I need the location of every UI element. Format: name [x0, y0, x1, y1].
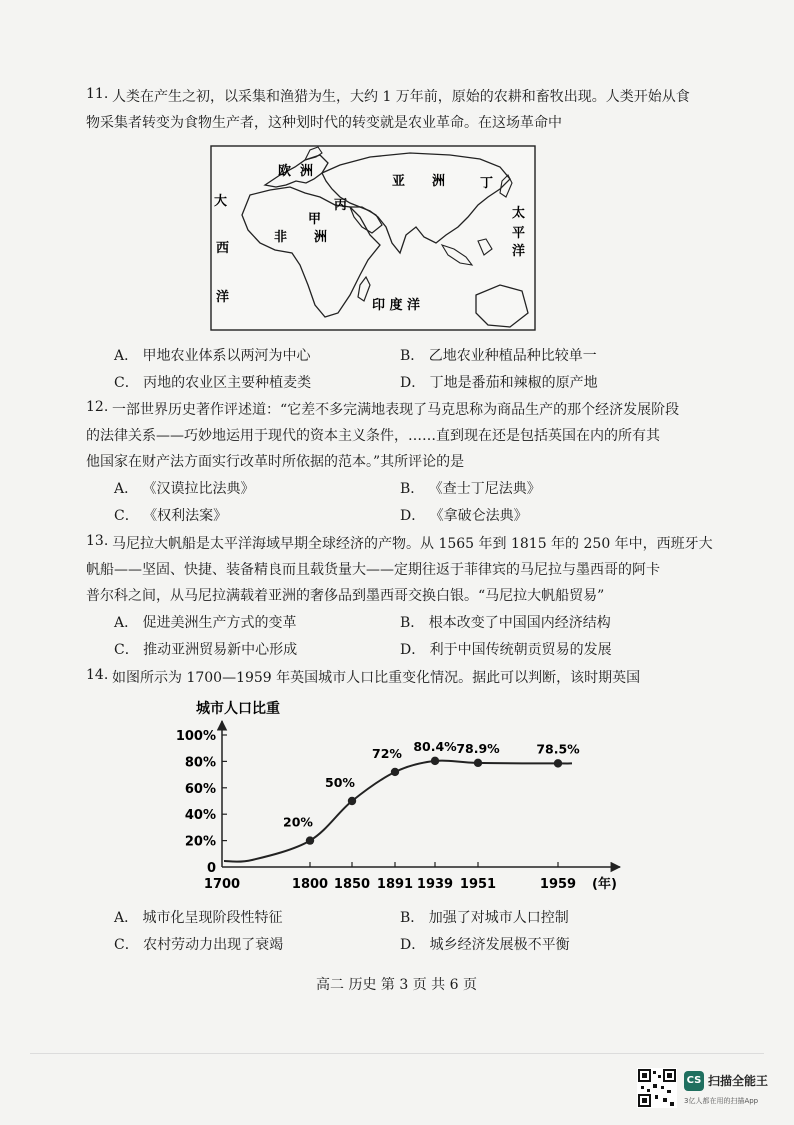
data-label: 80.4%	[413, 738, 457, 754]
map-label-asia-1: 亚	[392, 174, 406, 189]
question-12-option-d: D． 《拿破仑法典》	[400, 508, 528, 524]
map-label-pacific-1: 太	[512, 206, 526, 221]
question-13-text-line3: 普尔科之间，从马尼拉满载着亚洲的奢侈品到墨西哥交换白银。“马尼拉大帆船贸易”	[86, 588, 605, 604]
map-label-europe-1: 欧	[278, 164, 292, 179]
data-label: 78.5%	[536, 741, 580, 757]
footer-divider	[30, 1053, 764, 1054]
question-14-option-a: A． 城市化呈现阶段性特征	[114, 910, 283, 926]
question-11-number: 11.	[86, 86, 109, 102]
urban-population-chart	[175, 695, 640, 895]
map-label-bing: 丙	[334, 198, 348, 213]
question-11-text-line2: 物采集者转变为食物生产者，这种划时代的转变就是农业革命。在这场革命中	[86, 115, 562, 131]
question-13-option-d: D． 利于中国传统朝贡贸易的发展	[400, 642, 612, 658]
qr-code-icon	[637, 1068, 677, 1108]
camscanner-app-tagline: 3亿人都在用的扫描App	[684, 1097, 759, 1105]
map-label-pacific-3: 洋	[512, 244, 526, 259]
question-12-option-c: C． 《权利法案》	[114, 508, 228, 524]
data-point	[391, 768, 399, 776]
question-13-text-line1: 马尼拉大帆船是太平洋海域早期全球经济的产物。从 1565 年到 1815 年的 250 年中，西班牙大	[112, 536, 713, 552]
world-map	[210, 145, 536, 331]
map-label-atlantic-2: 西	[216, 241, 230, 256]
map-label-indian-ocean: 印 度 洋	[372, 298, 421, 313]
x-tick-label: 1700	[203, 877, 241, 892]
data-point	[554, 759, 562, 767]
question-14-option-b: B． 加强了对城市人口控制	[400, 910, 569, 926]
question-14-text-line1: 如图所示为 1700—1959 年英国城市人口比重变化情况。据此可以判断，该时期英国	[112, 670, 641, 686]
map-label-asia-2: 洲	[432, 174, 446, 189]
x-tick-label: 1850	[333, 877, 371, 892]
map-label-pacific-2: 平	[512, 226, 526, 241]
question-11-option-a: A． 甲地农业体系以两河为中心	[114, 348, 311, 364]
data-label: 72%	[372, 745, 402, 761]
series-line	[224, 760, 572, 861]
question-13-number: 13.	[86, 533, 109, 549]
data-point	[431, 757, 439, 765]
map-label-africa-2: 洲	[314, 230, 328, 245]
question-14-number: 14.	[86, 667, 109, 683]
question-13-option-a: A． 促进美洲生产方式的变革	[114, 615, 297, 631]
y-tick-label: 60%	[184, 781, 216, 797]
map-label-ding: 丁	[480, 176, 494, 191]
x-tick-label: 1939	[416, 877, 454, 892]
question-11-option-d: D． 丁地是番茄和辣椒的原产地	[400, 375, 598, 391]
question-11-option-c: C． 丙地的农业区主要种植麦类	[114, 375, 312, 391]
y-tick-label: 20%	[184, 834, 216, 850]
y-tick-label: 100%	[175, 729, 216, 744]
question-11-option-b: B． 乙地农业种植品种比较单一	[400, 348, 597, 364]
camscanner-logo-icon: CS	[684, 1071, 704, 1091]
camscanner-app-name: 扫描全能王	[708, 1074, 769, 1088]
x-tick-label: 1959	[539, 877, 577, 892]
data-point	[474, 759, 482, 767]
map-label-africa-1: 非	[274, 230, 288, 245]
data-label: 20%	[283, 814, 313, 830]
question-11-text-line1: 人类在产生之初，以采集和渔猎为生，大约 1 万年前，原始的农耕和畜牧出现。人类开始从食	[112, 89, 690, 105]
y-tick-label: 0	[206, 861, 216, 876]
map-label-europe-2: 洲	[300, 164, 314, 179]
y-tick-label: 80%	[184, 755, 216, 771]
question-12-number: 12.	[86, 399, 109, 415]
question-13-option-c: C． 推动亚洲贸易新中心形成	[114, 642, 298, 658]
x-tick-label: 1891	[376, 877, 414, 892]
map-label-atlantic-3: 洋	[216, 290, 230, 305]
map-label-atlantic-1: 大	[214, 194, 228, 209]
question-12-text-line1: 一部世界历史著作评述道：“它差不多完满地表现了马克思称为商品生产的那个经济发展阶段	[112, 402, 680, 418]
x-tick-label: 1951	[459, 877, 497, 892]
question-12-text-line2: 的法律关系——巧妙地运用于现代的资本主义条件，……直到现在还是包括英国在内的所有其	[86, 428, 660, 444]
data-point	[306, 836, 314, 844]
question-13-option-b: B． 根本改变了中国国内经济结构	[400, 615, 611, 631]
data-label: 50%	[325, 775, 355, 790]
y-tick-label: 40%	[184, 808, 216, 824]
x-tick-label: 1800	[291, 877, 329, 892]
x-axis-unit: (年)	[592, 877, 617, 892]
question-12-text-line3: 他国家在财产法方面实行改革时所依据的范本。”其所评论的是	[86, 454, 465, 470]
chart-title: 城市人口比重	[196, 701, 280, 717]
map-label-jia: 甲	[308, 212, 322, 227]
question-13-text-line2: 帆船——坚固、快捷、装备精良而且载货量大——定期往返于菲律宾的马尼拉与墨西哥的阿卡	[86, 562, 660, 578]
question-14-option-d: D． 城乡经济发展极不平衡	[400, 937, 570, 953]
data-point	[348, 797, 356, 805]
question-12-option-a: A． 《汉谟拉比法典》	[114, 481, 255, 497]
page-footer: 高二 历史 第 3 页 共 6 页	[316, 977, 477, 993]
data-label: 78.9%	[456, 740, 500, 756]
question-14-option-c: C． 农村劳动力出现了衰竭	[114, 937, 284, 953]
question-12-option-b: B． 《查士丁尼法典》	[400, 481, 541, 497]
